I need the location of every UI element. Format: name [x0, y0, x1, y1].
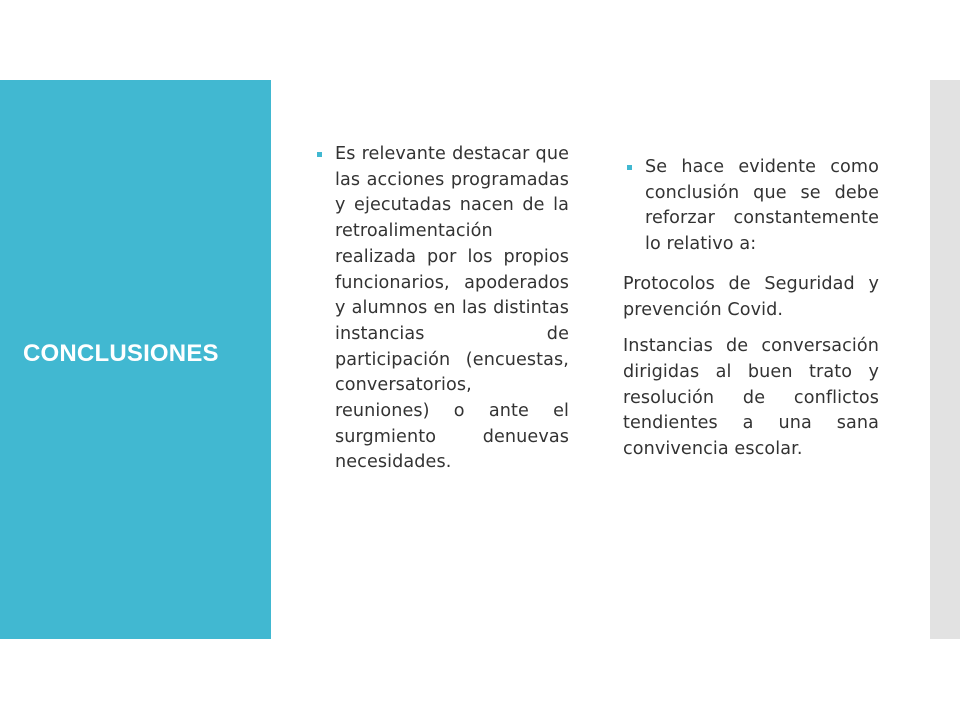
- paragraph-protocolos: Protocolos de Seguridad y prevención Covid.: [623, 273, 879, 320]
- right-content-column: [623, 155, 879, 463]
- bullet-text: Es relevante destacar que las acciones programadas y ejecutadas nacen de la retroalimentación realizada por los propios funcionarios, apoderados y alumnos en las distintas instancias de participación (encuestas, conversatorios, reuniones) o ante el surgmiento denuevas necesidades.: [335, 144, 569, 473]
- bullet-item: [313, 142, 569, 476]
- bullet-icon: [627, 165, 632, 170]
- left-content-column: [313, 142, 569, 476]
- bullet-text: Se hace evidente como conclusión que se debe reforzar constantemente lo relativo a:: [645, 157, 879, 255]
- slide-title: CONCLUSIONES: [23, 340, 219, 367]
- decorative-strip: [930, 80, 960, 639]
- bullet-item: [623, 155, 879, 258]
- paragraph-instancias: Instancias de conversación dirigidas al buen trato y resolución de conflictos tendientes a una sana convivencia escolar.: [623, 336, 879, 460]
- bullet-icon: [317, 152, 322, 157]
